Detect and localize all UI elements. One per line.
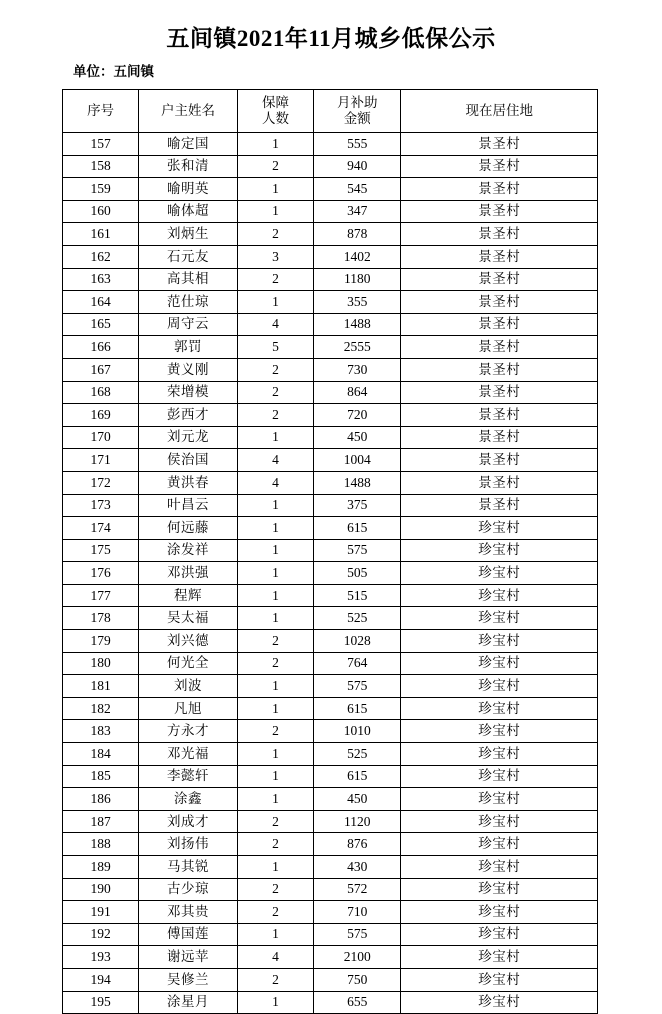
table-row [63,878,598,901]
cell-householder-name: 涂鑫 [139,788,238,811]
cell-householder-name: 周守云 [139,313,238,336]
cell-sequence: 183 [63,720,139,743]
cell-current-residence: 珍宝村 [401,675,598,698]
column-header-covered-persons-line2: 人数 [261,111,289,126]
cell-covered-persons: 1 [237,494,313,517]
cell-monthly-subsidy: 430 [314,856,401,879]
cell-householder-name: 涂星月 [139,991,238,1014]
table-row [63,901,598,924]
cell-householder-name: 刘元龙 [139,426,238,449]
cell-householder-name: 喻定国 [139,133,238,156]
table-row [63,223,598,246]
cell-current-residence: 珍宝村 [401,720,598,743]
cell-sequence: 187 [63,810,139,833]
cell-sequence: 185 [63,765,139,788]
cell-current-residence: 景圣村 [401,223,598,246]
cell-monthly-subsidy: 575 [314,675,401,698]
cell-sequence: 174 [63,517,139,540]
cell-monthly-subsidy: 1488 [314,313,401,336]
cell-householder-name: 石元友 [139,245,238,268]
cell-householder-name: 刘扬伟 [139,833,238,856]
cell-householder-name: 何光全 [139,652,238,675]
cell-sequence: 170 [63,426,139,449]
cell-monthly-subsidy: 505 [314,562,401,585]
table-row [63,539,598,562]
cell-monthly-subsidy: 864 [314,381,401,404]
cell-householder-name: 喻体超 [139,200,238,223]
cell-covered-persons: 1 [237,562,313,585]
cell-covered-persons: 1 [237,178,313,201]
cell-sequence: 182 [63,697,139,720]
table-row [63,675,598,698]
cell-covered-persons: 4 [237,946,313,969]
cell-covered-persons: 1 [237,539,313,562]
cell-covered-persons: 2 [237,381,313,404]
cell-sequence: 177 [63,584,139,607]
cell-monthly-subsidy: 1004 [314,449,401,472]
cell-householder-name: 马其锐 [139,856,238,879]
cell-covered-persons: 5 [237,336,313,359]
table-row [63,133,598,156]
cell-covered-persons: 1 [237,788,313,811]
cell-sequence: 161 [63,223,139,246]
column-header-covered-persons [237,90,313,133]
table-row [63,946,598,969]
cell-covered-persons: 1 [237,426,313,449]
cell-monthly-subsidy: 764 [314,652,401,675]
cell-current-residence: 景圣村 [401,155,598,178]
cell-covered-persons: 4 [237,313,313,336]
cell-current-residence: 珍宝村 [401,788,598,811]
cell-householder-name: 谢远苹 [139,946,238,969]
cell-current-residence: 珍宝村 [401,991,598,1014]
cell-sequence: 160 [63,200,139,223]
cell-householder-name: 古少琼 [139,878,238,901]
cell-sequence: 178 [63,607,139,630]
cell-current-residence: 珍宝村 [401,968,598,991]
cell-covered-persons: 4 [237,471,313,494]
cell-householder-name: 刘波 [139,675,238,698]
cell-current-residence: 珍宝村 [401,901,598,924]
column-header-current-residence: 现在居住地 [401,90,598,133]
table-row [63,200,598,223]
cell-current-residence: 珍宝村 [401,697,598,720]
cell-sequence: 158 [63,155,139,178]
cell-covered-persons: 1 [237,743,313,766]
cell-covered-persons: 2 [237,810,313,833]
cell-covered-persons: 1 [237,765,313,788]
cell-current-residence: 珍宝村 [401,743,598,766]
table-row [63,584,598,607]
cell-householder-name: 彭西才 [139,404,238,427]
cell-sequence: 176 [63,562,139,585]
cell-monthly-subsidy: 940 [314,155,401,178]
cell-current-residence: 景圣村 [401,449,598,472]
column-header-sequence: 序号 [63,90,139,133]
cell-current-residence: 珍宝村 [401,652,598,675]
cell-monthly-subsidy: 2100 [314,946,401,969]
cell-sequence: 181 [63,675,139,698]
cell-current-residence: 景圣村 [401,404,598,427]
table-row [63,810,598,833]
column-header-monthly-subsidy-line2: 金额 [343,111,371,126]
table-row [63,155,598,178]
column-header-monthly-subsidy-line1: 月补助 [336,95,378,110]
cell-covered-persons: 4 [237,449,313,472]
cell-monthly-subsidy: 1120 [314,810,401,833]
cell-current-residence: 景圣村 [401,268,598,291]
cell-sequence: 180 [63,652,139,675]
cell-householder-name: 叶昌云 [139,494,238,517]
cell-sequence: 162 [63,245,139,268]
cell-current-residence: 景圣村 [401,426,598,449]
cell-current-residence: 珍宝村 [401,833,598,856]
table-row [63,245,598,268]
cell-householder-name: 刘炳生 [139,223,238,246]
cell-covered-persons: 2 [237,223,313,246]
cell-sequence: 157 [63,133,139,156]
cell-sequence: 193 [63,946,139,969]
cell-covered-persons: 1 [237,133,313,156]
table-row [63,517,598,540]
cell-covered-persons: 2 [237,155,313,178]
cell-covered-persons: 2 [237,968,313,991]
table-header-row [63,90,598,133]
cell-covered-persons: 1 [237,923,313,946]
cell-sequence: 191 [63,901,139,924]
cell-covered-persons: 1 [237,517,313,540]
cell-householder-name: 黄洪春 [139,471,238,494]
cell-householder-name: 涂发祥 [139,539,238,562]
cell-householder-name: 郭罚 [139,336,238,359]
cell-monthly-subsidy: 1010 [314,720,401,743]
cell-current-residence: 珍宝村 [401,856,598,879]
cell-householder-name: 凡旭 [139,697,238,720]
table-row [63,381,598,404]
table-row [63,471,598,494]
cell-householder-name: 邓其贵 [139,901,238,924]
cell-monthly-subsidy: 575 [314,923,401,946]
cell-current-residence: 景圣村 [401,381,598,404]
table-row [63,788,598,811]
cell-monthly-subsidy: 1402 [314,245,401,268]
cell-covered-persons: 2 [237,901,313,924]
cell-covered-persons: 2 [237,652,313,675]
cell-monthly-subsidy: 615 [314,765,401,788]
table-row [63,358,598,381]
cell-sequence: 168 [63,381,139,404]
cell-current-residence: 景圣村 [401,471,598,494]
cell-householder-name: 吴修兰 [139,968,238,991]
cell-current-residence: 珍宝村 [401,517,598,540]
column-header-covered-persons-line1: 保障 [261,95,289,110]
cell-householder-name: 程辉 [139,584,238,607]
table-row [63,991,598,1014]
cell-householder-name: 喻明英 [139,178,238,201]
cell-current-residence: 珍宝村 [401,923,598,946]
cell-monthly-subsidy: 1028 [314,630,401,653]
column-header-householder-name: 户主姓名 [139,90,238,133]
cell-covered-persons: 1 [237,697,313,720]
cell-sequence: 172 [63,471,139,494]
cell-monthly-subsidy: 710 [314,901,401,924]
table-row [63,562,598,585]
cell-householder-name: 李懿轩 [139,765,238,788]
cell-covered-persons: 3 [237,245,313,268]
cell-covered-persons: 1 [237,291,313,314]
table-row [63,313,598,336]
table-row [63,856,598,879]
cell-householder-name: 荣增模 [139,381,238,404]
cell-current-residence: 珍宝村 [401,539,598,562]
cell-current-residence: 景圣村 [401,336,598,359]
table-row [63,697,598,720]
unit-subtitle: 单位：五间镇 [73,64,154,79]
cell-householder-name: 张和清 [139,155,238,178]
cell-householder-name: 何远藤 [139,517,238,540]
cell-covered-persons: 2 [237,358,313,381]
cell-householder-name: 高其相 [139,268,238,291]
cell-monthly-subsidy: 347 [314,200,401,223]
cell-householder-name: 傅国莲 [139,923,238,946]
cell-current-residence: 珍宝村 [401,765,598,788]
cell-covered-persons: 1 [237,675,313,698]
cell-covered-persons: 1 [237,991,313,1014]
table-row [63,404,598,427]
cell-current-residence: 景圣村 [401,200,598,223]
cell-monthly-subsidy: 2555 [314,336,401,359]
cell-current-residence: 珍宝村 [401,607,598,630]
page-title: 五间镇2021年11月城乡低保公示 [166,26,496,51]
cell-sequence: 192 [63,923,139,946]
cell-sequence: 195 [63,991,139,1014]
table-row [63,833,598,856]
cell-sequence: 188 [63,833,139,856]
cell-current-residence: 景圣村 [401,133,598,156]
cell-sequence: 173 [63,494,139,517]
welfare-recipients-table [62,89,598,1014]
cell-monthly-subsidy: 355 [314,291,401,314]
cell-current-residence: 景圣村 [401,291,598,314]
cell-householder-name: 刘成才 [139,810,238,833]
cell-monthly-subsidy: 575 [314,539,401,562]
cell-monthly-subsidy: 525 [314,743,401,766]
cell-covered-persons: 2 [237,404,313,427]
cell-sequence: 189 [63,856,139,879]
cell-monthly-subsidy: 615 [314,697,401,720]
table-row [63,923,598,946]
cell-covered-persons: 1 [237,856,313,879]
cell-current-residence: 珍宝村 [401,584,598,607]
table-row [63,720,598,743]
cell-current-residence: 珍宝村 [401,630,598,653]
table-row [63,652,598,675]
table-row [63,494,598,517]
cell-householder-name: 侯治国 [139,449,238,472]
cell-sequence: 167 [63,358,139,381]
cell-current-residence: 珍宝村 [401,810,598,833]
table-row [63,607,598,630]
cell-current-residence: 珍宝村 [401,946,598,969]
table-row [63,449,598,472]
cell-covered-persons: 2 [237,720,313,743]
cell-sequence: 163 [63,268,139,291]
cell-householder-name: 刘兴德 [139,630,238,653]
cell-monthly-subsidy: 450 [314,788,401,811]
cell-covered-persons: 1 [237,607,313,630]
cell-monthly-subsidy: 515 [314,584,401,607]
table-row [63,178,598,201]
cell-householder-name: 吴太福 [139,607,238,630]
cell-monthly-subsidy: 730 [314,358,401,381]
cell-sequence: 184 [63,743,139,766]
table-row [63,291,598,314]
table-container [0,81,662,1014]
cell-covered-persons: 2 [237,833,313,856]
cell-current-residence: 景圣村 [401,313,598,336]
table-header [63,90,598,133]
cell-covered-persons: 2 [237,630,313,653]
cell-current-residence: 珍宝村 [401,562,598,585]
cell-current-residence: 景圣村 [401,358,598,381]
cell-covered-persons: 1 [237,584,313,607]
cell-monthly-subsidy: 375 [314,494,401,517]
cell-current-residence: 景圣村 [401,245,598,268]
cell-sequence: 159 [63,178,139,201]
cell-sequence: 166 [63,336,139,359]
cell-monthly-subsidy: 750 [314,968,401,991]
cell-covered-persons: 2 [237,268,313,291]
cell-householder-name: 黄义刚 [139,358,238,381]
cell-monthly-subsidy: 878 [314,223,401,246]
table-row [63,426,598,449]
table-row [63,630,598,653]
cell-current-residence: 珍宝村 [401,878,598,901]
cell-sequence: 190 [63,878,139,901]
table-row [63,743,598,766]
cell-sequence: 171 [63,449,139,472]
cell-monthly-subsidy: 720 [314,404,401,427]
cell-sequence: 186 [63,788,139,811]
cell-monthly-subsidy: 545 [314,178,401,201]
cell-householder-name: 邓洪强 [139,562,238,585]
cell-monthly-subsidy: 655 [314,991,401,1014]
cell-sequence: 169 [63,404,139,427]
cell-monthly-subsidy: 525 [314,607,401,630]
table-row [63,765,598,788]
cell-monthly-subsidy: 1180 [314,268,401,291]
table-body [63,133,598,1014]
cell-sequence: 175 [63,539,139,562]
table-row [63,268,598,291]
cell-householder-name: 方永才 [139,720,238,743]
cell-covered-persons: 1 [237,200,313,223]
column-header-monthly-subsidy [314,90,401,133]
cell-monthly-subsidy: 615 [314,517,401,540]
cell-current-residence: 景圣村 [401,178,598,201]
cell-sequence: 179 [63,630,139,653]
cell-covered-persons: 2 [237,878,313,901]
cell-monthly-subsidy: 572 [314,878,401,901]
cell-sequence: 194 [63,968,139,991]
cell-monthly-subsidy: 555 [314,133,401,156]
cell-monthly-subsidy: 876 [314,833,401,856]
cell-monthly-subsidy: 1488 [314,471,401,494]
cell-monthly-subsidy: 450 [314,426,401,449]
cell-sequence: 165 [63,313,139,336]
cell-current-residence: 景圣村 [401,494,598,517]
table-row [63,336,598,359]
cell-sequence: 164 [63,291,139,314]
cell-householder-name: 邓光福 [139,743,238,766]
table-row [63,968,598,991]
cell-householder-name: 范仕琼 [139,291,238,314]
